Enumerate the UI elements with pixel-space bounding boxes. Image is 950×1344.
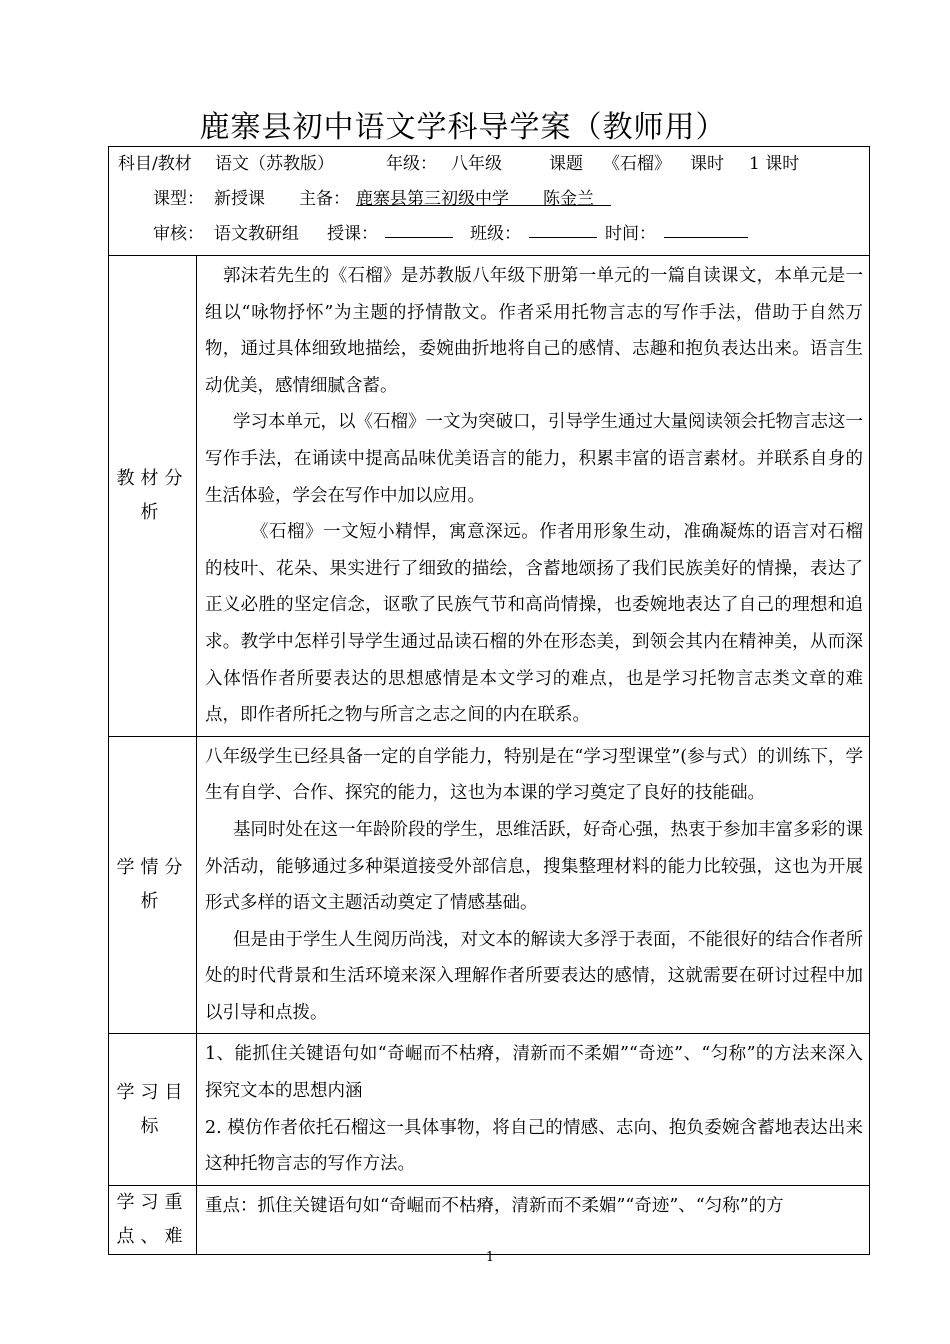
- goals-item-2: 2. 模仿作者依托石榴这一具体事物，将自己的情感、志向、抱负委婉含蓄地表达出来这种托物言志的写作方法。: [205, 1117, 863, 1175]
- grade-label: 年级：: [386, 154, 437, 174]
- material-content: [197, 256, 870, 737]
- type-value: 新授课: [214, 189, 265, 209]
- subject-label: 科目/教材: [118, 154, 192, 174]
- students-row: [109, 736, 870, 1034]
- class-blank[interactable]: [529, 217, 597, 238]
- goals-content: [197, 1034, 870, 1185]
- key-points-content: [197, 1185, 870, 1254]
- students-paragraph-2: 基同时处在这一年龄阶段的学生，思维活跃，好奇心强，热衷于参加丰富多彩的课外活动，能够通过多种渠道接受外部信息，搜集整理材料的能力比较强，这也为开展形式多样的语文主题活动奠定了情感基础。: [205, 819, 863, 914]
- material-label: 教材分析: [109, 256, 197, 737]
- students-label: 学情分析: [109, 736, 197, 1034]
- type-label: 课型：: [153, 189, 204, 209]
- hours-value: 1 课时: [749, 154, 800, 174]
- host-value: 鹿寨县第三初级中学 陈金兰: [356, 189, 611, 209]
- review-value: 语文教研组: [214, 224, 299, 244]
- header-line-3: [109, 217, 869, 252]
- key-points-row: [109, 1185, 870, 1254]
- key-points-label: 学习重点、难: [109, 1185, 197, 1254]
- document-title: 鹿寨县初中语文学科导学案（教师用）: [199, 110, 727, 145]
- material-row: [109, 256, 870, 737]
- hours-label: 课时: [690, 154, 724, 174]
- page-number: 1: [485, 1250, 495, 1265]
- header-cell: [109, 147, 870, 256]
- teach-label: 授课：: [327, 224, 378, 244]
- header-line-2: [109, 182, 869, 217]
- subject-value: 语文（苏教版）: [215, 154, 334, 174]
- lesson-value: 《石榴》: [603, 154, 671, 174]
- review-label: 审核：: [153, 224, 204, 244]
- class-label: 班级：: [470, 224, 521, 244]
- lesson-plan-table: [108, 146, 870, 1255]
- header-line-1: [109, 147, 869, 182]
- key-points-item-1: 重点：抓住关键语句如“奇崛而不枯瘠，清新而不柔媚”“奇迹”、“匀称”的方: [205, 1195, 784, 1216]
- goals-label: 学习目标: [109, 1034, 197, 1185]
- grade-value: 八年级: [451, 154, 502, 174]
- material-paragraph-1: 郭沫若先生的《石榴》是苏教版八年级下册第一单元的一篇自读课文，本单元是一组以“咏物抒怀”为主题的抒情散文。作者采用托物言志的写作手法，借助于自然万物，通过具体细致地描绘，委婉曲折地将自己的感情、志趣和抱负表达出来。语言生动优美，感情细腻含蓄。: [205, 266, 863, 396]
- material-paragraph-3: 《石榴》一文短小精悍，寓意深远。作者用形象生动，准确凝炼的语言对石榴的枝叶、花朵、果实进行了细致的描绘，含蓄地颂扬了我们民族美好的情操，表达了正义必胜的坚定信念，讴歌了民族气节和高尚情操，也委婉地表达了自己的理想和追求。教学中怎样引导学生通过品读石榴的外在形态美，到领会其内在精神美，从而深入体悟作者所要表达的思想感情是本文学习的难点，也是学习托物言志类文章的难点，即作者所托之物与所言之志之间的内在联系。: [205, 522, 863, 726]
- students-content: [197, 736, 870, 1034]
- material-paragraph-2: 学习本单元，以《石榴》一文为突破口，引导学生通过大量阅读领会托物言志这一写作手法，在诵读中提高品味优美语言的能力，积累丰富的语言素材。并联系自身的生活体验，学会在写作中加以应用。: [205, 412, 863, 506]
- students-paragraph-1: 八年级学生已经具备一定的自学能力，特别是在“学习型课堂”(参与式）的训练下，学生有自学、合作、探究的能力，这也为本课的学习奠定了良好的技能础。: [205, 746, 863, 804]
- students-paragraph-3: 但是由于学生人生阅历尚浅，对文本的解读大多浮于表面，不能很好的结合作者所处的时代背景和生活环境来深入理解作者所要表达的感情，这就需要在研讨过程中加以引导和点拨。: [205, 929, 863, 1023]
- time-label: 时间：: [605, 224, 656, 244]
- goals-item-1: 1、能抓住关键语句如“奇崛而不枯瘠，清新而不柔媚”“奇迹”、“匀称”的方法来深入探究文本的思想内涵: [205, 1044, 863, 1102]
- host-label: 主备：: [299, 189, 350, 209]
- goals-row: [109, 1034, 870, 1185]
- teach-blank[interactable]: [385, 217, 453, 238]
- lesson-label: 课题: [549, 154, 583, 174]
- header-row: [109, 147, 870, 256]
- time-blank[interactable]: [664, 217, 748, 238]
